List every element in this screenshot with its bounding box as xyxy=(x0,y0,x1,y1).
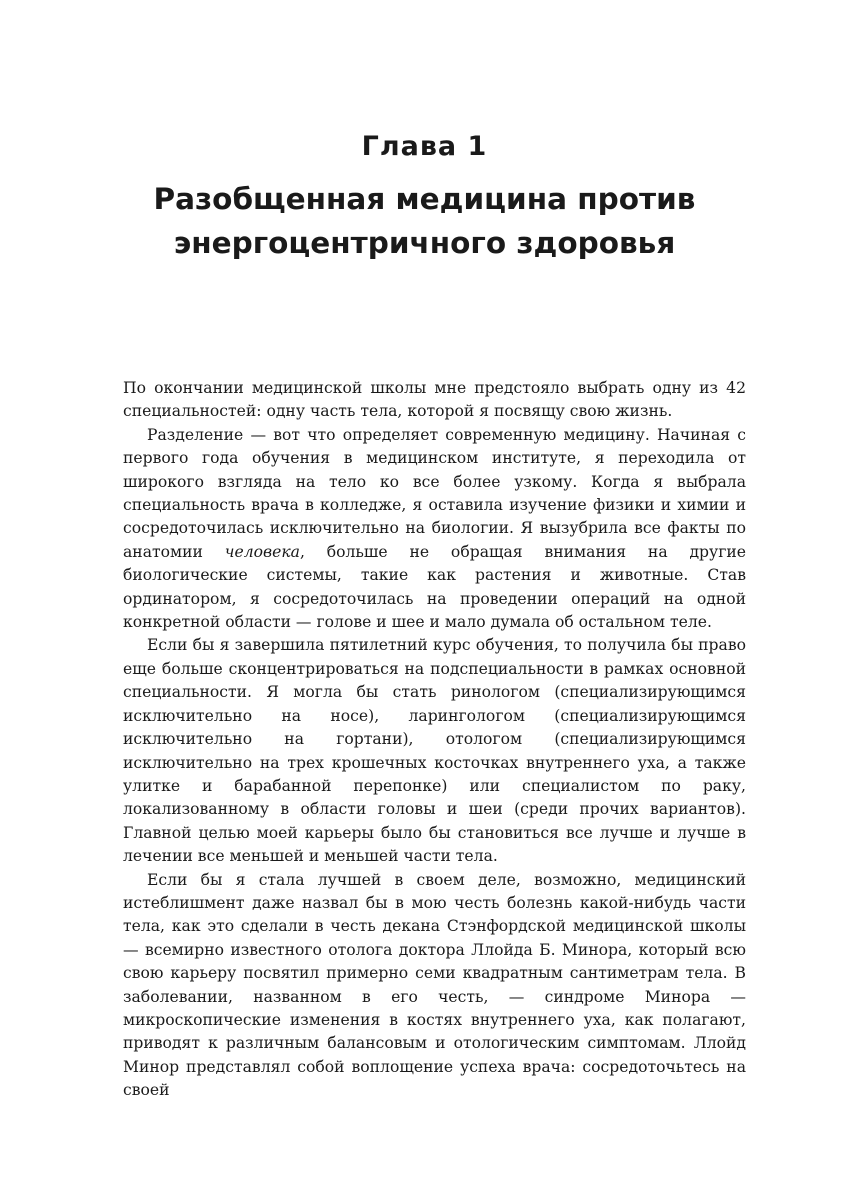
paragraph-2-text-end: , больше не обращая внимания на другие биологические системы, такие как растения и животные. Став ординатором, я сосредоточилась на проведении операций на одной конкретной области — голове и шее и мало думала об остальном теле. xyxy=(123,542,747,632)
chapter-number: Глава 1 xyxy=(361,131,488,162)
paragraph-2-italic-word: человека xyxy=(224,542,300,561)
paragraph-2-text-start: Разделение — вот что определяет современную медицину. Начиная с первого года обучения в медицинском институте, я переходила от широкого взгляда на тело ко все более узкому. Когда я выбрала специальность врача в колледже, я оставила изучение физики и химии и сосредоточилась исключительно на биологии. Я вызубрила все факты по анатомии xyxy=(123,425,746,561)
paragraph-1: По окончании медицинской школы мне предстояло выбрать одну из 42 специальностей: одну часть тела, которой я посвящу свою жизнь. xyxy=(123,379,746,421)
paragraph-4: Если бы я стала лучшей в своем деле, возможно, медицинский истеблишмент даже назвал бы в мою честь болезнь какой-нибудь части тела, как это сделали в честь декана Стэнфордской медицинской школы — всемирно известного отолога доктора Ллойда Б. Минора, который всю свою карьеру посвятил примерно семи квадратным сантиметрам тела. В заболевании, названном в его честь, — синдроме Минора — микроскопические изменения в костях внутреннего уха, как полагают, приводят к различным балансовым и отологическим симптомам. Ллойд Минор представлял собой воплощение успеха врача: сосредоточьтесь на своей xyxy=(123,870,746,1100)
chapter-title-line-2: энергоцентричного здоровья xyxy=(173,226,676,260)
chapter-title xyxy=(0,177,849,265)
chapter-title-line-1: Разобщенная медицина против xyxy=(153,182,696,216)
paragraph-3: Если бы я завершила пятилетний курс обучения, то получила бы право еще больше сконцентрироваться на подспециальности в рамках основной специальности. Я могла бы стать ринологом (специализирующимся исключительно на носе), ларингологом (специализирующимся исключительно на гортани), отологом (специализирующимся исключительно на трех крошечных косточках внутреннего уха, а также улитке и барабанной перепонке) или специалистом по раку, локализованному в области головы и шеи (среди прочих вариантов). Главной целью моей карьеры было бы становиться все лучше и лучше в лечении все меньшей и меньшей части тела. xyxy=(123,636,746,866)
paragraph-2 xyxy=(123,424,746,635)
body-text xyxy=(123,377,746,1103)
